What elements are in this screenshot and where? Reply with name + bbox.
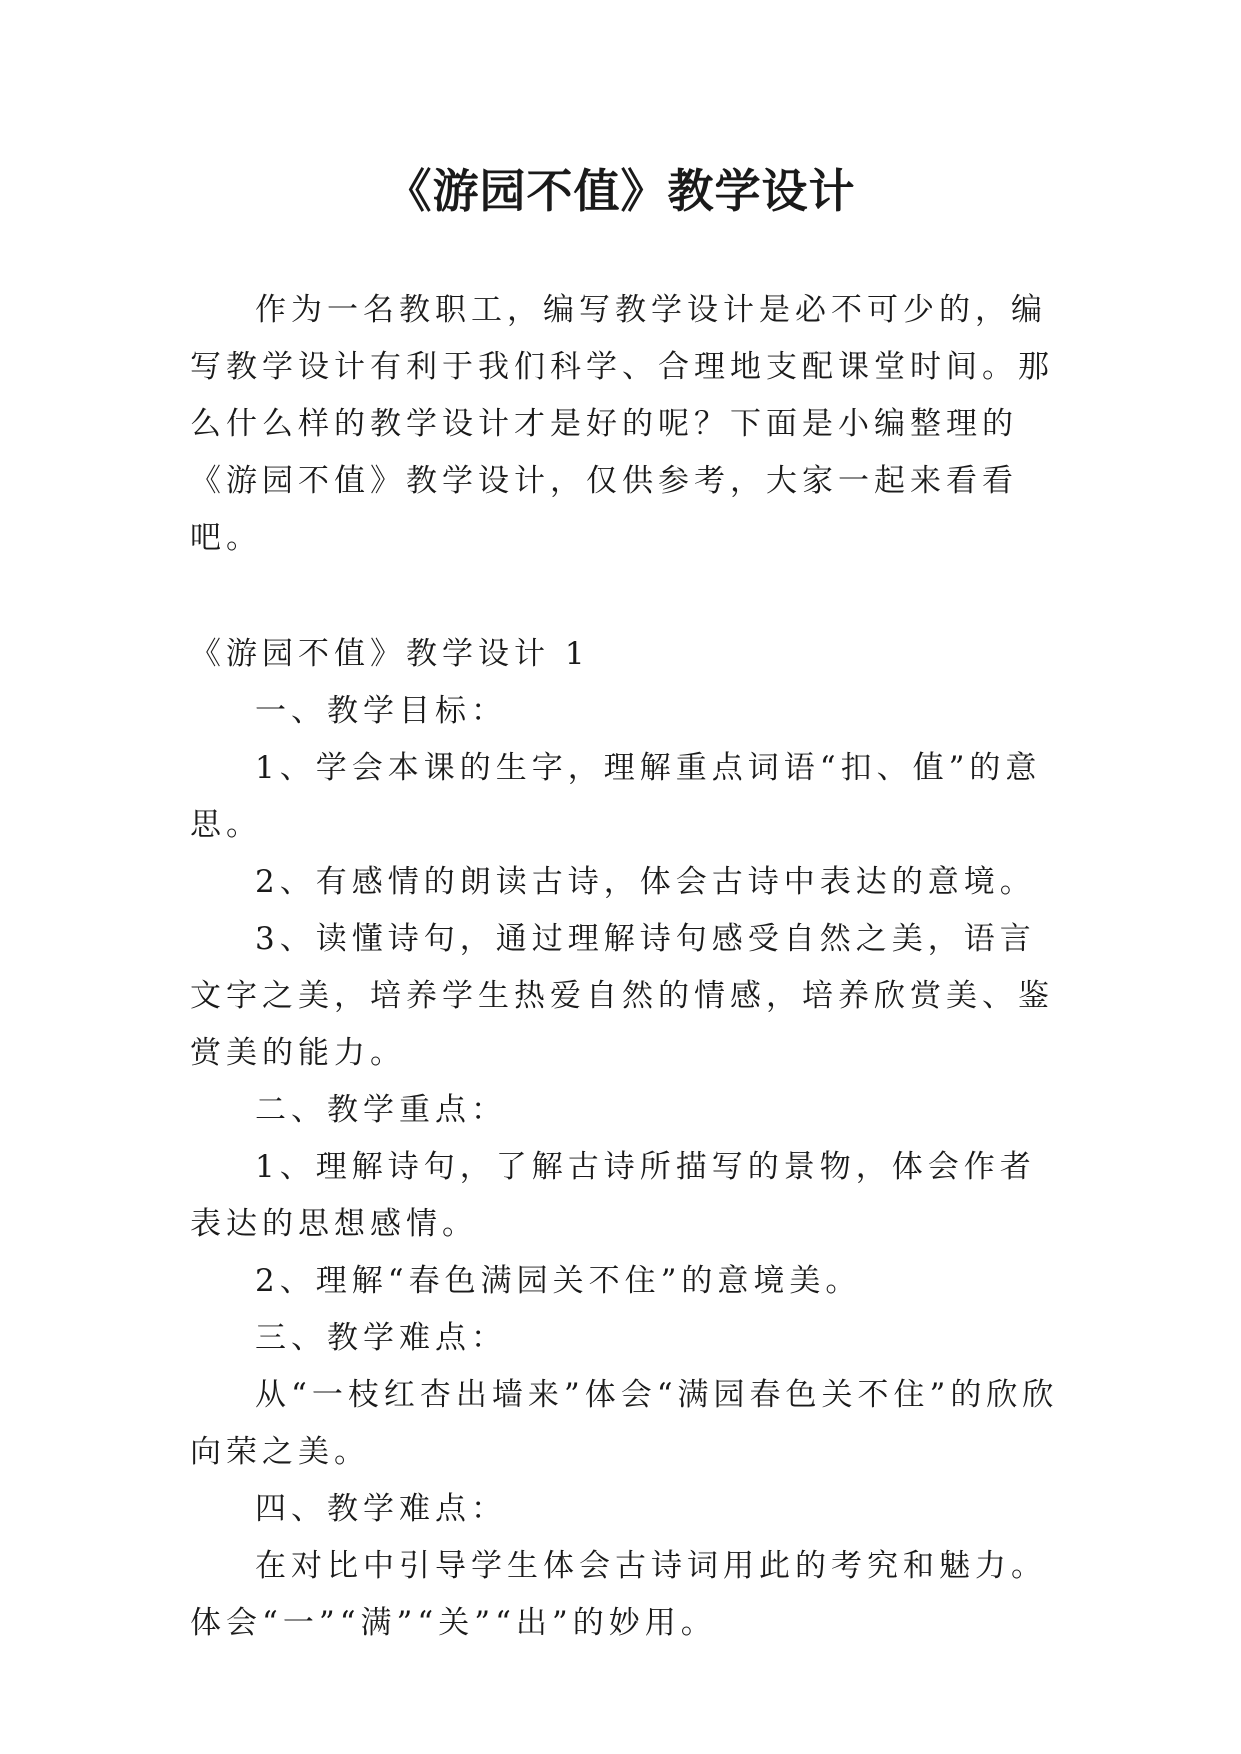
heading-teaching-difficulty: 三、教学难点：	[255, 1320, 507, 1356]
focus-item-1: 1、理解诗句，了解古诗所描写的景物，体会作者表达的思想感情。	[190, 1149, 1036, 1242]
difficulty-text: 从“一枝红杏出墙来”体会“满园春色关不住”的欣欣向荣之美。	[190, 1377, 1059, 1470]
paragraph-spacer	[190, 567, 1070, 626]
intro-paragraph: 作为一名教职工，编写教学设计是必不可少的，编写教学设计有利于我们科学、合理地支配课堂时间。那么什么样的教学设计才是好的呢？下面是小编整理的《游园不值》教学设计，仅供参考，大家一起来看看吧。	[190, 292, 1054, 556]
goal-item-2: 2、有感情的朗读古诗，体会古诗中表达的意境。	[255, 864, 1036, 900]
page-title: 《游园不值》教学设计	[385, 164, 856, 218]
goal-item-1: 1、学会本课的生字，理解重点词语“扣、值”的意思。	[190, 750, 1042, 843]
heading-teaching-goals: 一、教学目标：	[255, 693, 507, 729]
goal-item-3: 3、读懂诗句，通过理解诗句感受自然之美，语言文字之美，培养学生热爱自然的情感，培养欣赏美、鉴赏美的能力。	[190, 921, 1054, 1071]
focus-item-2: 2、理解“春色满园关不住”的意境美。	[255, 1263, 862, 1299]
difficulty-text-2: 在对比中引导学生体会古诗词用此的考究和魅力。体会“一”“满”“关”“出”的妙用。	[190, 1548, 1047, 1641]
heading-teaching-difficulty-2: 四、教学难点：	[255, 1491, 507, 1527]
section-heading: 《游园不值》教学设计 1	[190, 636, 590, 672]
document-body	[190, 282, 1070, 1652]
heading-teaching-focus: 二、教学重点：	[255, 1092, 507, 1128]
